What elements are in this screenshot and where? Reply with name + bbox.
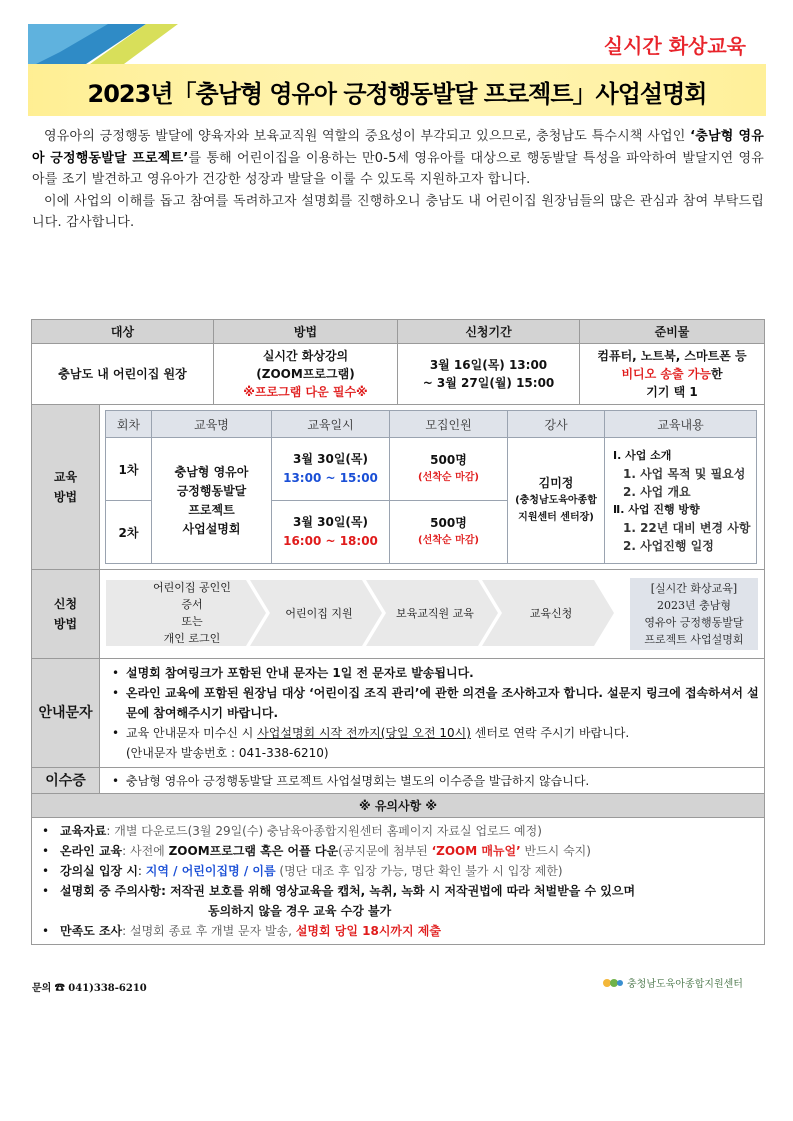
period-cell: 3월 16일(목) 13:00 ~ 3월 27일(월) 15:00: [398, 344, 580, 405]
center-logo: 충청남도육아종합지원센터: [602, 975, 743, 990]
schedule-row: 2차 3월 30일(목) 16:00 ~ 18:00 500명 (선착순 마감): [106, 501, 757, 564]
caution-row: [32, 818, 765, 945]
intro-paragraph-1: 영유아의 긍정행동 발달에 양육자와 보육교직원 역할의 중요성이 부각되고 있으므로, 충청남도 특수시책 사업인 ‘충남형 영유아 긍정행동발달 프로젝트’를 통해 어린이집을 이용하는 만0-5세 영유아를 대상으로 행동발달 특성을 파악하여 발달지연 영유아를 조기 발견하고 영유아가 건강한 성장과 발달을 이룰 수 있도록 지원하고자 합니다.: [32, 129, 764, 187]
apply-step: 어린이집 지원: [250, 580, 382, 646]
course-name: 충남형 영유아 긍정행동발달 프로젝트 사업설명회: [152, 438, 272, 564]
apply-row: [32, 570, 765, 659]
list-item: • 온라인 교육에 포함된 원장님 대상 ‘어린이집 조직 관리’에 관한 의견을 조사하고자 합니다. 설문지 링크에 접속하셔서 설문에 참여해주시기 바랍니다.: [110, 683, 760, 723]
instructor-cell: 김미정 (충청남도육아종합 지원센터 센터장): [508, 438, 605, 564]
banner-title: 2023년「충남형 영유아 긍정행동발달 프로젝트」사업설명회: [87, 80, 707, 108]
info-table-row: [32, 344, 765, 405]
education-row: [32, 405, 765, 570]
caution-title: ※ 유의사항 ※: [32, 794, 765, 818]
header-banner: [28, 24, 766, 116]
apply-course-box: [실시간 화상교육] 2023년 충남형 영유아 긍정행동발달 프로젝트 사업설명회: [630, 578, 758, 650]
apply-step: 교육신청: [482, 580, 614, 646]
list-item: • 만족도 조사: 설명회 종료 후 개별 문자 발송, 설명회 당일 18시까지 제출: [40, 921, 760, 941]
caution-list: • 교육자료: 개별 다운로드(3월 29일(수) 충남육아종합지원센터 홈페이지 자료실 업로드 예정) • 온라인 교육: 사전에 ZOOM프로그램 혹은 어플 다운(공지문에 첨부된 ‘ZOOM 매뉴얼’ 반드시 숙지) • 강의실 입장 시: 지역 / 어린이집명 / 이름 (명단 대조 후 입장 가능, 명단 확인 불가 시 입장 제한) • 설명회 중 주의사항: 저작권 보호를 위해 영상교육을 캡처, 녹취, 녹화 시 저작권법에 따라 처벌받을 수 있으며 동의하지 않을 경우 교육 수강 불가 • 만족도 조사: 설명회 종료 후 개별 문자 발송, 설명회 당일 18시까지 제출: [40, 821, 760, 941]
method-cell: 실시간 화상강의 (ZOOM프로그램) ※프로그램 다운 필수※: [214, 344, 398, 405]
list-item: • 교육자료: 개별 다운로드(3월 29일(수) 충남육아종합지원센터 홈페이지 자료실 업로드 예정): [40, 821, 760, 841]
notice-label: 안내문자: [32, 659, 100, 768]
apply-label: 신청 방법: [32, 570, 100, 659]
schedule-table: [105, 410, 757, 564]
list-item: • 설명회 중 주의사항: 저작권 보호를 위해 영상교육을 캡처, 녹취, 녹화 시 저작권법에 따라 처벌받을 수 있으며: [40, 881, 760, 901]
notice-row: [32, 659, 765, 768]
header-method: 방법: [214, 320, 398, 344]
target-cell: 충남도 내 어린이집 원장: [32, 344, 214, 405]
list-item: • 충남형 영유아 긍정행동발달 프로젝트 사업설명회는 별도의 이수증을 발급하지 않습니다.: [110, 771, 760, 791]
list-item: • 온라인 교육: 사전에 ZOOM프로그램 혹은 어플 다운(공지문에 첨부된 ‘ZOOM 매뉴얼’ 반드시 숙지): [40, 841, 760, 861]
list-item: • 교육 안내문자 미수신 시 사업설명회 시작 전까지(당일 오전 10시) 센터로 연락 주시기 바랍니다.: [110, 723, 760, 743]
logo-icon: [602, 976, 624, 990]
info-table: [31, 319, 765, 945]
header-period: 신청기간: [398, 320, 580, 344]
intro-paragraph-2: 이에 사업의 이해를 돕고 참여를 독려하고자 설명회를 진행하오니 충남도 내 어린이집 원장님들의 많은 관심과 참여 부탁드립니다. 감사합니다.: [32, 193, 764, 230]
banner-subtitle: 실시간 화상교육: [603, 34, 746, 58]
certificate-row: [32, 768, 765, 794]
contact-info: 문의 ☎ 041)338-6210: [32, 983, 147, 994]
schedule-header: 회차 교육명 교육일시 모집인원 강사 교육내용: [106, 411, 757, 438]
certificate-label: 이수증: [32, 768, 100, 794]
list-item: • 설명회 참여링크가 포함된 안내 문자는 1일 전 문자로 발송됩니다.: [110, 663, 760, 683]
list-item: • 강의실 입장 시: 지역 / 어린이집명 / 이름 (명단 대조 후 입장 가능, 명단 확인 불가 시 입장 제한): [40, 861, 760, 881]
apply-step: 어린이집 공인인증서 또는 개인 로그인: [106, 580, 266, 646]
contents-cell: Ⅰ. 사업 소개 1. 사업 목적 및 필요성 2. 사업 개요 Ⅱ. 사업 진행 방향 1. 22년 대비 변경 사항 2. 사업진행 일정: [605, 438, 757, 564]
intro-text: [32, 126, 764, 234]
caution-header-row: [32, 794, 765, 818]
education-label: 교육 방법: [32, 405, 100, 570]
header-preparation: 준비물: [580, 320, 765, 344]
apply-step: 보육교직원 교육: [366, 580, 498, 646]
method-note: ※프로그램 다운 필수※: [243, 385, 368, 399]
info-table-header: [32, 320, 765, 344]
apply-flow: [100, 570, 764, 658]
schedule-row: 1차 충남형 영유아 긍정행동발달 프로젝트 사업설명회 3월 30일(목) 13:00 ~ 15:00 500명 (선착순 마감) 김미정 (충청남도육아종합 지원센터 센터장) Ⅰ. 사업 소개 1. 사업 목적 및 필요성 2. 사업 개요 Ⅱ. 사업 진행 방향 1. 22년 대비 변경 사항 2. 사업진행 일정: [106, 438, 757, 501]
preparation-cell: 컴퓨터, 노트북, 스마트폰 등 비디오 송출 가능한 기기 택 1: [580, 344, 765, 405]
header-target: 대상: [32, 320, 214, 344]
notice-list: • 설명회 참여링크가 포함된 안내 문자는 1일 전 문자로 발송됩니다. • 온라인 교육에 포함된 원장님 대상 ‘어린이집 조직 관리’에 관한 의견을 조사하고자 합니다. 설문지 링크에 접속하셔서 설문에 참여해주시기 바랍니다. • 교육 안내문자 미수신 시 사업설명회 시작 전까지(당일 오전 10시) 센터로 연락 주시기 바랍니다. (안내문자 발송번호 : 041-338-6210): [110, 663, 760, 763]
